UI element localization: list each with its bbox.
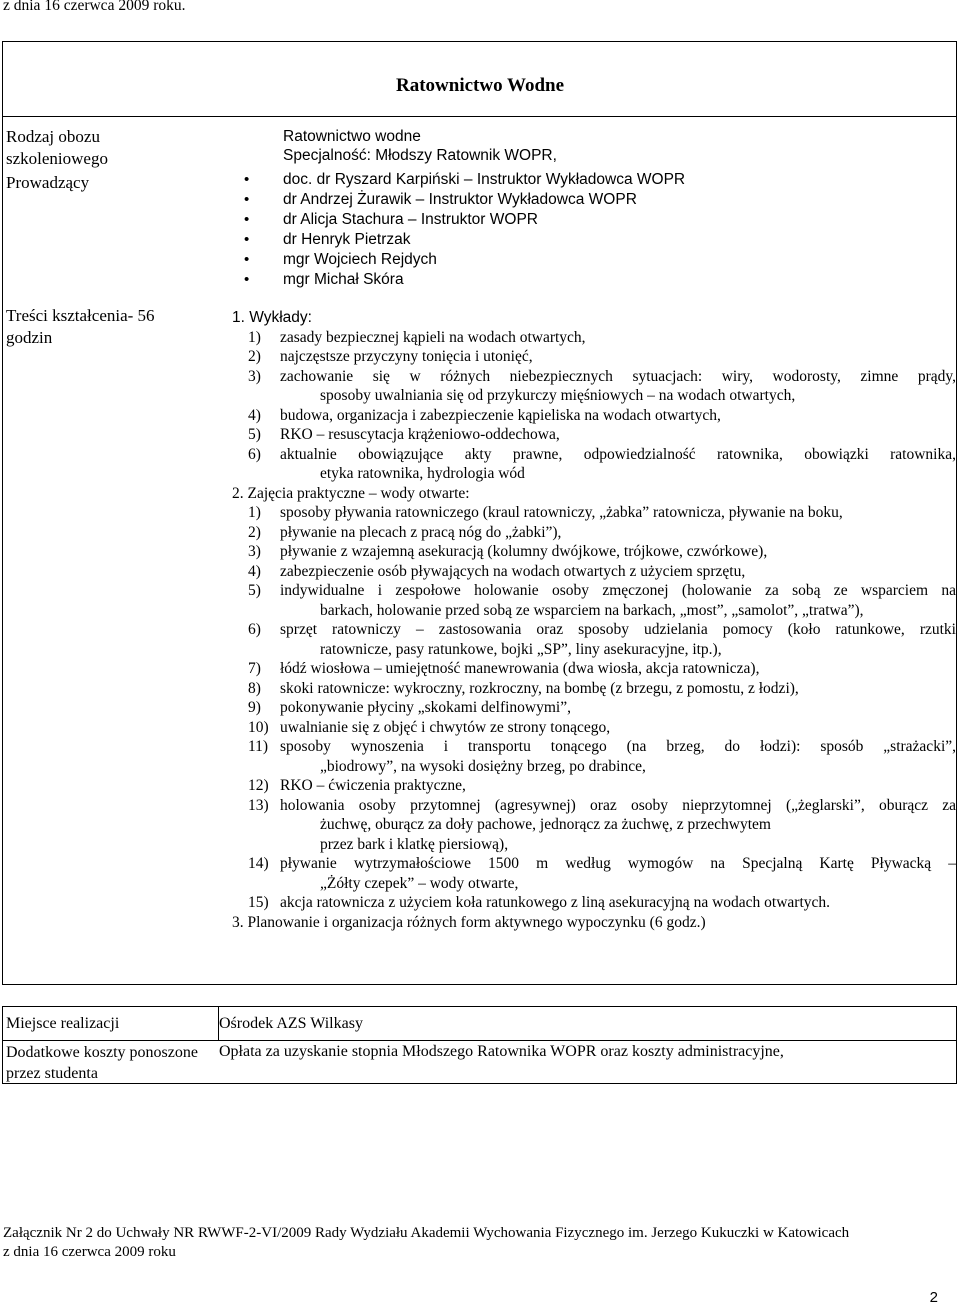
row-label-line: szkoleniowego xyxy=(6,149,108,168)
footer-line: z dnia 16 czerwca 2009 roku xyxy=(3,1244,176,1260)
list-item xyxy=(232,445,956,484)
item-text: zabezpieczenie osób pływających na wodach otwartych z użyciem sprzętu, xyxy=(280,562,746,580)
item-text: sposoby wynoszenia i transportu tonącego (na brzeg, do łodzi): sposób „strażacki”, xyxy=(280,738,956,755)
specialty-value: Specjalność: Młodszy Ratownik WOPR, xyxy=(283,147,557,164)
table-divider xyxy=(3,1040,956,1041)
list-item: • dr Andrzej Żurawik – Instruktor Wykładowca WOPR xyxy=(244,190,685,210)
cost-label xyxy=(6,1042,198,1084)
item-number: 6) xyxy=(248,445,261,463)
item-text: akcja ratownicza z użyciem koła ratunkowego z liną asekuracyjną na wodach otwartych. xyxy=(280,894,831,911)
item-number: 2) xyxy=(248,523,261,541)
list-item: • doc. dr Ryszard Karpiński – Instruktor Wykładowca WOPR xyxy=(244,170,685,190)
practical-topics-list xyxy=(232,503,956,913)
item-text: najczęstsze przyczyny tonięcia i utonięć, xyxy=(280,348,533,365)
item-number: 13) xyxy=(248,796,269,814)
item-number: 2) xyxy=(248,348,261,365)
item-text: uwalnianie się z objęć i chwytów ze strony tonącego, xyxy=(280,718,611,736)
item-number: 11) xyxy=(248,738,269,755)
list-item xyxy=(232,718,956,738)
item-text: sposoby pływania ratowniczego (kraul ratowniczy, „żabka” ratownicza, pływanie na boku, xyxy=(280,504,843,521)
item-text: holowania osoby przytomnej (agresywnej) oraz osoby nieprzytomnej („żeglarski”, oburącz za xyxy=(280,796,956,814)
item-text: pokonywanie płyciny „skokami delfinowymi”, xyxy=(280,699,571,716)
list-item: • dr Henryk Pietrzak xyxy=(244,230,685,250)
list-item xyxy=(232,698,956,718)
list-item xyxy=(232,367,956,406)
cost-value: Opłata za uzyskanie stopnia Młodszego Ratownika WOPR oraz koszty administracyjne, xyxy=(219,1043,784,1060)
row-label-content xyxy=(6,305,206,349)
lecturer-list xyxy=(244,170,685,290)
table-divider xyxy=(3,116,956,117)
footer-attachment-note xyxy=(3,1224,849,1262)
item-text: żuchwę, oburącz za doły pachowe, jednorącz za żuchwę, z przechwytem xyxy=(320,816,771,833)
item-number: 8) xyxy=(248,679,261,697)
cost-label-line: przez studenta xyxy=(6,1065,98,1082)
item-number: 14) xyxy=(248,855,269,872)
list-item xyxy=(232,562,956,582)
item-text: pływanie na plecach z pracą nóg do „żabki”), xyxy=(280,523,562,541)
row-value-camp-type xyxy=(283,127,557,165)
camp-type-value: Ratownictwo wodne xyxy=(283,128,421,145)
item-number: 3) xyxy=(248,367,261,385)
list-item xyxy=(232,523,956,543)
row-label-lecturers: Prowadzący xyxy=(6,173,90,192)
item-number: 5) xyxy=(248,582,261,599)
list-item xyxy=(232,854,956,893)
list-item: • mgr Wojciech Rejdych xyxy=(244,250,685,270)
item-text: aktualnie obowiązujące akty prawne, odpowiedzialność ratownika, obowiązki ratownika, xyxy=(280,445,956,463)
item-number: 10) xyxy=(248,718,269,736)
item-text: łódź wiosłowa – umiejętność manewrowania (dwa wiosła, akcja ratownicza), xyxy=(280,660,760,677)
place-label: Miejsce realizacji xyxy=(6,1015,120,1032)
item-text: „biodrowy”, na wysoki dosiężny brzeg, po drabince, xyxy=(320,757,646,775)
list-item xyxy=(232,737,956,776)
row-label-line: godzin xyxy=(6,328,53,347)
list-item xyxy=(232,659,956,679)
item-text: sposoby uwalniania się od przykurczy mięśniowych – na wodach otwartych, xyxy=(320,387,796,404)
list-item: • dr Alicja Stachura – Instruktor WOPR xyxy=(244,210,685,230)
list-item xyxy=(232,893,956,913)
item-number: 9) xyxy=(248,699,261,716)
lecture-topics-list xyxy=(232,328,956,484)
list-item xyxy=(232,406,956,426)
item-number: 4) xyxy=(248,562,261,580)
list-item xyxy=(232,328,956,348)
item-text: przez bark i klatkę piersiową), xyxy=(320,835,509,853)
item-text: sprzęt ratowniczy – zastosowania oraz sposoby udzielania pomocy (koło ratunkowe, rzutki xyxy=(280,621,956,638)
list-item xyxy=(232,776,956,796)
item-text: pływanie wytrzymałościowe 1500 m według wymogów na Specjalną Kartę Pływacką – xyxy=(280,855,956,872)
row-label-line: Treści kształcenia- 56 xyxy=(6,306,155,325)
header-date-note: z dnia 16 czerwca 2009 roku. xyxy=(3,0,186,14)
item-text: RKO – ćwiczenia praktyczne, xyxy=(280,777,466,794)
cost-label-line: Dodatkowe koszty ponoszone xyxy=(6,1044,198,1061)
page-number: 2 xyxy=(929,1289,938,1306)
list-item xyxy=(232,542,956,562)
row-label-camp-type xyxy=(6,126,206,170)
row-label-line: Rodzaj obozu xyxy=(6,127,100,146)
item-text: barkach, holowanie przed sobą ze wsparciem na barkach, „most”, „samolot”, „tratwa”), xyxy=(320,601,864,619)
item-text: etyka ratownika, hydrologia wód xyxy=(320,465,525,482)
item-number: 3) xyxy=(248,543,261,560)
section-heading-lectures: 1. Wykłady: xyxy=(232,309,312,326)
item-number: 7) xyxy=(248,660,261,677)
item-text: zasady bezpiecznej kąpieli na wodach otwartych, xyxy=(280,328,586,346)
list-item xyxy=(232,620,956,659)
page-title: Ratownictwo Wodne xyxy=(395,75,565,96)
item-text: budowa, organizacja i zabezpieczenie kąpieliska na wodach otwartych, xyxy=(280,406,721,424)
list-item xyxy=(232,796,956,855)
section-heading-practical: 2. Zajęcia praktyczne – wody otwarte: xyxy=(232,484,470,502)
list-item xyxy=(232,581,956,620)
list-item xyxy=(232,425,956,445)
item-number: 1) xyxy=(248,504,261,521)
list-item: • mgr Michał Skóra xyxy=(244,270,685,290)
item-text: „Żółty czepek” – wody otwarte, xyxy=(320,874,519,892)
item-number: 6) xyxy=(248,621,261,638)
section-heading-planning: 3. Planowanie i organizacja różnych form aktywnego wypoczynku (6 godz.) xyxy=(232,913,706,931)
item-number: 4) xyxy=(248,406,261,424)
item-number: 15) xyxy=(248,894,269,911)
item-number: 5) xyxy=(248,426,261,443)
item-text: zachowanie się w różnych niebezpiecznych sytuacjach: wiry, wodorosty, zimne prądy, xyxy=(280,367,956,385)
list-item xyxy=(232,679,956,699)
course-content xyxy=(232,308,956,932)
list-item xyxy=(232,503,956,523)
list-item xyxy=(232,347,956,367)
item-number: 12) xyxy=(248,777,269,794)
footer-line: Załącznik Nr 2 do Uchwały NR RWWF-2-VI/2009 Rady Wydziału Akademii Wychowania Fizycznego im. Jerzego Kukuczki w Katowicach xyxy=(3,1225,850,1241)
item-text: RKO – resuscytacja krążeniowo-oddechowa, xyxy=(280,426,560,443)
item-text: skoki ratownicze: wykroczny, rozkroczny, na bombę (z brzegu, z pomostu, z łodzi), xyxy=(280,679,799,697)
place-value: Ośrodek AZS Wilkasy xyxy=(219,1015,363,1032)
item-text: ratownicze, pasy ratunkowe, bojki „SP”, liny asekuracyjne, itp.), xyxy=(320,640,722,658)
item-text: indywidualne i zespołowe holowanie osoby zmęczonej (holowanie za sobą ze wsparciem na xyxy=(280,582,956,599)
item-text: pływanie z wzajemną asekuracją (kolumny dwójkowe, trójkowe, czwórkowe), xyxy=(280,543,768,560)
item-number: 1) xyxy=(248,328,261,346)
